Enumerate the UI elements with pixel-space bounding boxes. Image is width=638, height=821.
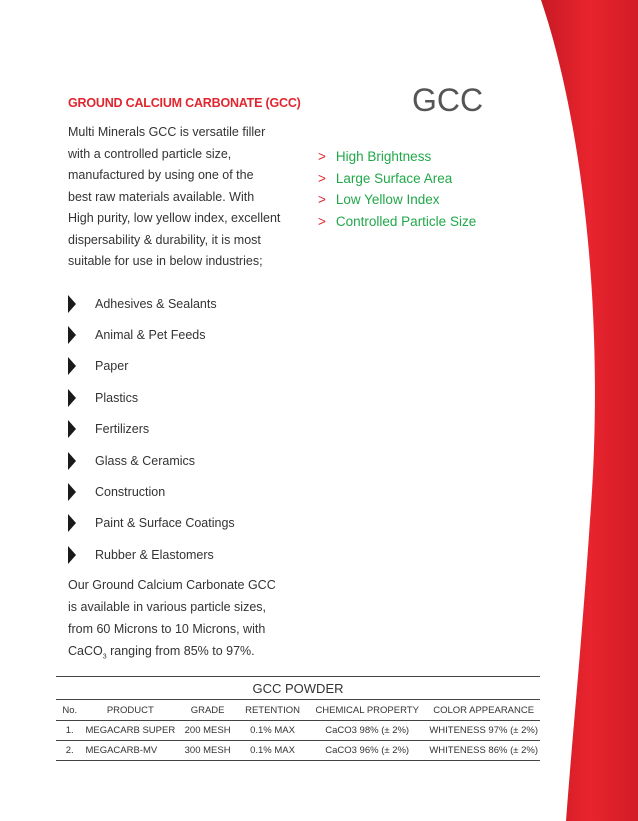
triangle-bullet-icon xyxy=(68,483,76,501)
industry-label: Paper xyxy=(95,359,129,374)
industry-item xyxy=(68,539,235,570)
triangle-bullet-icon xyxy=(68,420,76,438)
outro-formula: CaCO xyxy=(68,644,103,658)
intro-line: dispersability & durability, it is most xyxy=(68,232,261,247)
feature-label: Low Yellow Index xyxy=(335,192,440,207)
industry-label: Adhesives & Sealants xyxy=(95,296,217,311)
column-header: GRADE xyxy=(177,700,238,721)
table-cell: CaCO3 98% (± 2%) xyxy=(307,721,427,741)
column-header: RETENTION xyxy=(238,700,307,721)
triangle-bullet-icon xyxy=(68,452,76,470)
table-cell: MEGACARB SUPER xyxy=(83,721,177,741)
industry-label: Glass & Ceramics xyxy=(95,453,196,468)
feature-item xyxy=(318,211,476,233)
triangle-bullet-icon xyxy=(68,357,76,375)
table-cell: 0.1% MAX xyxy=(238,721,307,741)
chevron-right-icon: > xyxy=(318,170,326,186)
feature-label: Controlled Particle Size xyxy=(335,213,477,229)
column-header: PRODUCT xyxy=(83,700,177,721)
intro-line: suitable for use in below industries; xyxy=(68,254,263,268)
chevron-right-icon: > xyxy=(318,213,326,229)
column-header: COLOR APPEARANCE xyxy=(427,700,540,721)
table-cell: 2. xyxy=(56,741,83,761)
table-row xyxy=(56,721,540,741)
intro-line: High purity, low yellow index, excellent xyxy=(68,211,281,225)
chevron-right-icon: > xyxy=(318,149,326,164)
industry-label: Fertilizers xyxy=(95,422,150,437)
table-row xyxy=(56,741,540,761)
column-header: No. xyxy=(56,700,83,721)
table-cell: 1. xyxy=(56,721,83,741)
industry-item xyxy=(68,319,235,350)
intro-line: manufactured by using one of the xyxy=(68,168,254,182)
industry-item xyxy=(68,476,235,507)
outro-paragraph xyxy=(68,574,318,662)
industry-label: Plastics xyxy=(95,390,139,405)
triangle-bullet-icon xyxy=(68,389,76,407)
formula-subscript: 3 xyxy=(102,653,107,661)
industry-label: Paint & Surface Coatings xyxy=(95,516,235,531)
table-cell: MEGACARB-MV xyxy=(83,741,177,761)
triangle-bullet-icon xyxy=(68,326,76,344)
industry-label: Rubber & Elastomers xyxy=(95,547,214,562)
industry-item xyxy=(68,445,235,476)
feature-item xyxy=(318,146,476,168)
industry-item xyxy=(68,288,235,319)
intro-paragraph xyxy=(68,122,308,273)
table-title: GCC POWDER xyxy=(56,677,540,700)
gcc-title-badge: GCC xyxy=(412,82,484,118)
outro-range: ranging from 85% to 97%. xyxy=(106,644,255,658)
table-cell: WHITENESS 86% (± 2%) xyxy=(427,741,540,761)
table-cell: 0.1% MAX xyxy=(238,741,307,761)
table-cell: 200 MESH xyxy=(177,721,238,741)
industry-list xyxy=(68,288,235,571)
outro-line: from 60 Microns to 10 Microns, with xyxy=(68,622,266,636)
feature-list xyxy=(318,146,476,232)
table-cell: CaCO3 96% (± 2%) xyxy=(307,741,427,761)
outro-line: Our Ground Calcium Carbonate GCC xyxy=(68,578,276,592)
industry-item xyxy=(68,382,235,413)
feature-label: High Brightness xyxy=(335,149,432,164)
page-heading: GROUND CALCIUM CARBONATE (GCC) xyxy=(68,96,301,110)
gcc-powder-table xyxy=(56,676,540,761)
feature-item xyxy=(318,168,476,190)
industry-label: Construction xyxy=(95,485,166,500)
industry-label: Animal & Pet Feeds xyxy=(95,328,206,343)
triangle-bullet-icon xyxy=(68,514,76,532)
outro-line xyxy=(68,640,318,662)
industry-item xyxy=(68,508,235,539)
table-cell: 300 MESH xyxy=(177,741,238,761)
intro-line: with a controlled particle size, xyxy=(68,146,232,161)
triangle-bullet-icon xyxy=(68,546,76,564)
industry-item xyxy=(68,414,235,445)
chevron-right-icon: > xyxy=(318,192,326,207)
intro-line: best raw materials available. With xyxy=(68,189,255,204)
feature-label: Large Surface Area xyxy=(335,170,453,186)
outro-line: is available in various particle sizes, xyxy=(68,600,267,614)
intro-line: Multi Minerals GCC is versatile filler xyxy=(68,125,266,139)
column-header: CHEMICAL PROPERTY xyxy=(307,700,427,721)
table-cell: WHITENESS 97% (± 2%) xyxy=(427,721,540,741)
industry-item xyxy=(68,351,235,382)
triangle-bullet-icon xyxy=(68,295,76,313)
feature-item xyxy=(318,189,476,211)
